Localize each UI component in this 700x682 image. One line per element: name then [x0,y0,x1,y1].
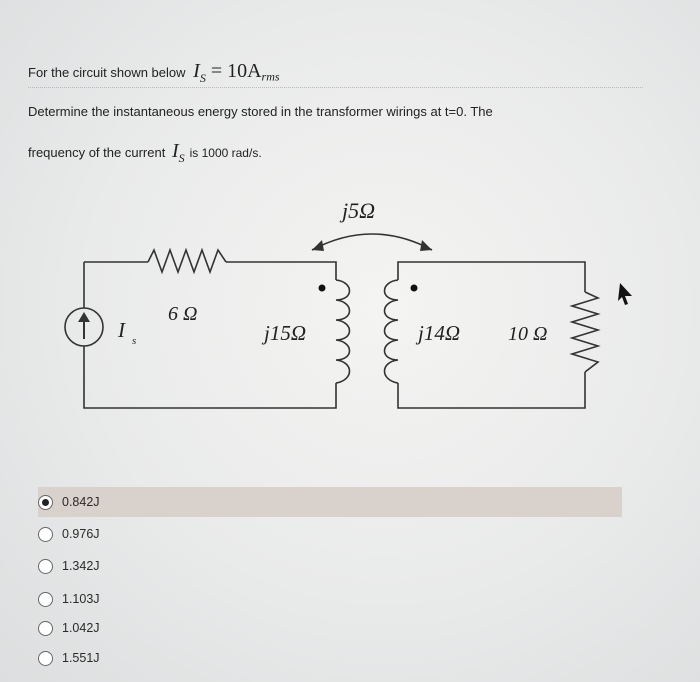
option-5[interactable] [38,617,100,639]
wire-top-right [226,262,336,280]
question-line-3-text: frequency of the current [28,145,166,160]
radio-selected-icon[interactable] [38,495,53,510]
source-sub-label: s [132,335,137,347]
option-4-label: 1.103J [62,592,100,606]
resistor-10-ohm [572,292,598,372]
radio-icon[interactable] [38,559,53,574]
radio-icon[interactable] [38,592,53,607]
question-line-1-text: For the circuit shown below [28,65,186,80]
question-line-3-suffix: is 1000 rad/s. [189,146,262,160]
current-unit: rms [261,69,280,84]
load-resistor-label: 10 Ω [508,323,548,345]
wire-bottom-primary [84,346,336,408]
option-2-label: 0.976J [62,527,100,541]
option-2[interactable] [38,523,100,545]
option-6-label: 1.551J [62,651,100,665]
wire-secondary-top [398,262,585,292]
source-arrow-head [78,312,90,322]
mutual-arrow-right [420,240,432,251]
primary-inductance-label: j15Ω [264,321,307,345]
mutual-arrow-left [312,240,324,251]
option-1-label: 0.842J [62,495,100,509]
current-var: I [193,60,200,82]
cursor-icon [618,283,632,305]
option-4[interactable] [38,588,100,610]
option-3[interactable] [38,555,100,577]
option-3-label: 1.342J [62,559,100,573]
secondary-inductance-label: j14Ω [418,321,461,345]
question-line-2: Determine the instantaneous energy stored in the transformer wirings at t=0. The [28,104,493,119]
resistor-6-ohm [148,250,226,272]
mutual-coupling-arc [312,234,432,250]
option-1[interactable] [38,487,622,517]
current-sub-2: S [178,151,185,165]
primary-dot [319,285,326,292]
primary-coil [336,280,350,383]
mutual-label: j5Ω [342,198,376,223]
source-label: I [118,318,125,342]
resistor1-label: 6 Ω [168,303,198,325]
current-var-2: I [171,140,179,162]
radio-icon[interactable] [38,527,53,542]
secondary-dot [411,285,418,292]
option-6[interactable] [38,647,100,669]
radio-icon[interactable] [38,621,53,636]
current-sub: S [199,71,206,85]
radio-icon[interactable] [38,651,53,666]
secondary-coil [385,280,399,383]
wire-secondary-bottom [398,372,585,408]
current-value: = 10A [210,60,262,82]
option-5-label: 1.042J [62,621,100,635]
